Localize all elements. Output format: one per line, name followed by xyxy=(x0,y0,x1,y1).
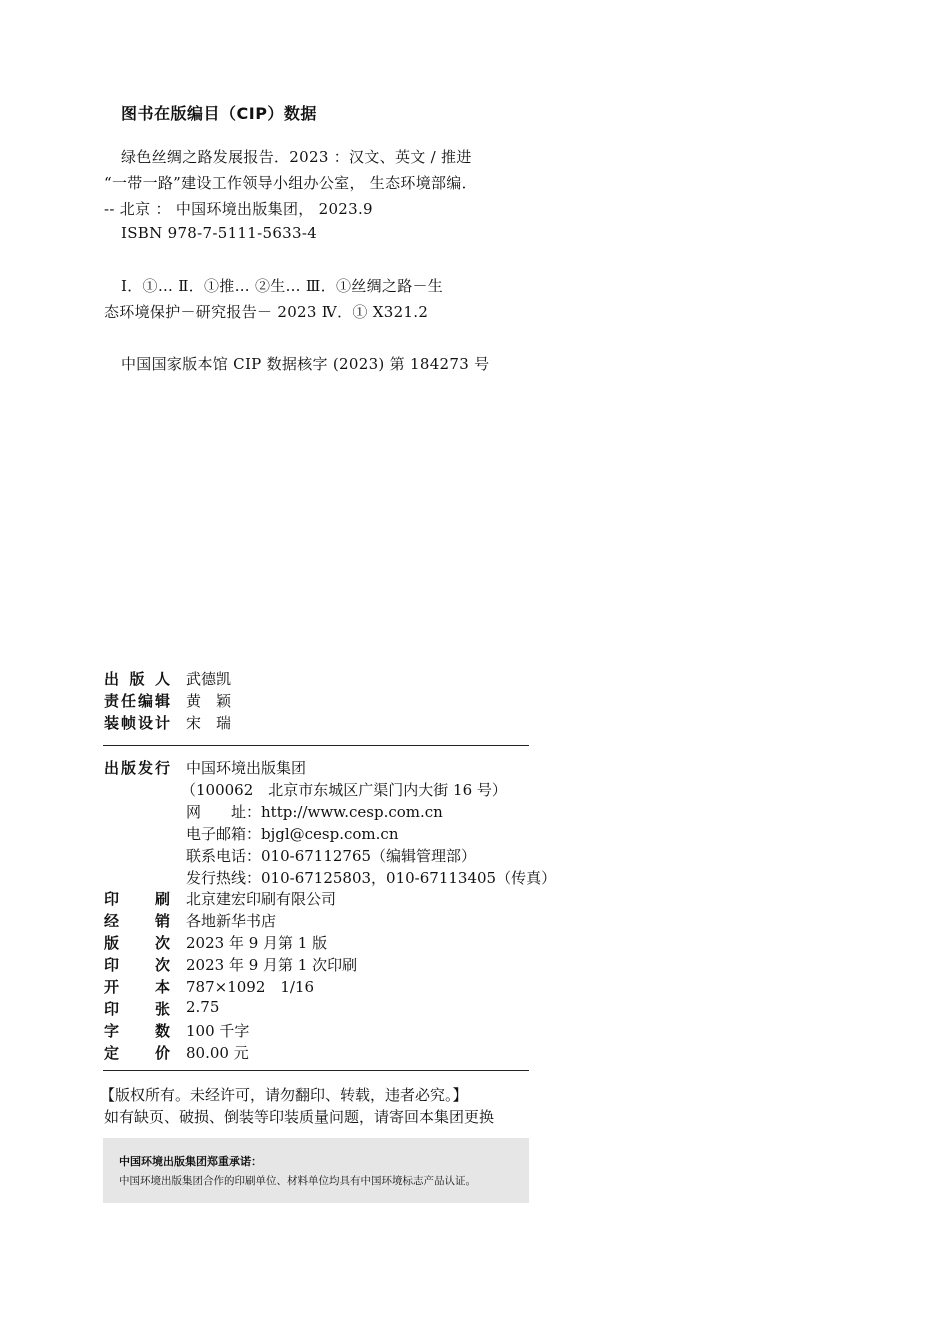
label-char: 开 xyxy=(104,978,120,996)
label-char: 印 xyxy=(104,956,120,974)
publisher-website: 网 址：http://www.cesp.com.cn xyxy=(186,803,443,821)
cip-line: -- 北京 ： 中国环境出版集团， 2023.9 xyxy=(104,200,373,218)
cip-line: 态环境保护－研究报告－ 2023 Ⅳ．① X321.2 xyxy=(104,303,429,321)
publisher-label xyxy=(104,757,170,778)
label-char: 人 xyxy=(154,670,170,688)
label-char: 任 xyxy=(120,692,136,710)
cip-record-number: 中国国家版本馆 CIP 数据核字 (2023) 第 184273 号 xyxy=(121,355,490,373)
divider-bottom xyxy=(103,1070,529,1071)
replacement-notice: 如有缺页、破损、倒装等印装质量问题，请寄回本集团更换 xyxy=(104,1108,495,1126)
detail-row xyxy=(104,976,315,998)
label-char: 责 xyxy=(104,692,120,710)
label-char: 印 xyxy=(104,1000,120,1018)
publisher-value: 中国环境出版集团 xyxy=(186,759,307,777)
staff-row xyxy=(104,712,232,734)
label-char: 设 xyxy=(137,714,153,732)
detail-value: 北京建宏印刷有限公司 xyxy=(186,890,337,908)
label-char: 版 xyxy=(120,759,136,777)
detail-label xyxy=(104,976,170,997)
staff-row xyxy=(104,668,232,690)
staff-row xyxy=(104,690,232,712)
detail-label xyxy=(104,1042,170,1063)
detail-row xyxy=(104,998,220,1020)
label-char: 次 xyxy=(154,956,170,974)
label-char: 经 xyxy=(104,912,120,930)
cip-line: 绿色丝绸之路发展报告．2023 ：汉文、英文 / 推进 xyxy=(121,148,472,166)
detail-value: 80.00 元 xyxy=(186,1044,249,1062)
staff-label xyxy=(104,668,170,689)
publisher-email: 电子邮箱：bjgl@cesp.com.cn xyxy=(186,825,399,843)
label-char: 帧 xyxy=(120,714,136,732)
label-char: 价 xyxy=(154,1044,170,1062)
label-char: 本 xyxy=(154,978,170,996)
cip-line: Ⅰ．①… Ⅱ．①推… ②生… Ⅲ．①丝绸之路－生 xyxy=(121,277,444,295)
label-char: 出 xyxy=(104,670,120,688)
detail-label xyxy=(104,932,170,953)
promise-title: 中国环境出版集团郑重承诺： xyxy=(119,1155,262,1168)
detail-label xyxy=(104,910,170,931)
staff-value: 黄 颖 xyxy=(186,692,232,710)
label-char: 出 xyxy=(104,759,120,777)
detail-label xyxy=(104,998,170,1019)
label-char: 行 xyxy=(154,759,170,777)
detail-value: 各地新华书店 xyxy=(186,912,277,930)
label-char: 装 xyxy=(104,714,120,732)
detail-row xyxy=(104,1042,249,1064)
staff-label xyxy=(104,712,170,733)
detail-row xyxy=(104,910,277,932)
label-char: 编 xyxy=(137,692,153,710)
detail-value: 100 千字 xyxy=(186,1022,250,1040)
promise-text: 中国环境出版集团合作的印刷单位、材料单位均具有中国环境标志产品认证。 xyxy=(119,1175,476,1187)
label-char: 次 xyxy=(154,934,170,952)
label-char: 数 xyxy=(154,1022,170,1040)
publisher-phone: 联系电话：010-67112765（编辑管理部） xyxy=(186,847,477,865)
detail-label xyxy=(104,954,170,975)
label-char: 版 xyxy=(129,670,145,688)
detail-row xyxy=(104,954,358,976)
detail-value: 2023 年 9 月第 1 次印刷 xyxy=(186,956,358,974)
detail-label xyxy=(104,1020,170,1041)
publisher-row xyxy=(104,757,307,779)
cip-title: 图书在版编目（CIP）数据 xyxy=(121,104,317,123)
label-char: 辑 xyxy=(154,692,170,710)
detail-row xyxy=(104,932,328,954)
cip-isbn: ISBN 978-7-5111-5633-4 xyxy=(121,224,318,242)
detail-label xyxy=(104,888,170,909)
label-char: 销 xyxy=(154,912,170,930)
publisher-hotline: 发行热线：010-67125803，010-67113405（传真） xyxy=(186,869,557,887)
copyright-notice: 【版权所有。未经许可，请勿翻印、转载，违者必究。】 xyxy=(100,1086,468,1104)
detail-value: 787×1092 1/16 xyxy=(186,978,315,996)
staff-label xyxy=(104,690,170,711)
divider-top xyxy=(103,745,529,746)
staff-value: 武德凯 xyxy=(186,670,232,688)
publisher-address: （100062 北京市东城区广渠门内大街 16 号） xyxy=(181,781,507,799)
label-char: 印 xyxy=(104,890,120,908)
label-char: 计 xyxy=(154,714,170,732)
cip-line: “一带一路”建设工作领导小组办公室， 生态环境部编． xyxy=(104,174,477,192)
label-char: 发 xyxy=(137,759,153,777)
label-char: 定 xyxy=(104,1044,120,1062)
promise-box xyxy=(103,1138,529,1203)
label-char: 字 xyxy=(104,1022,120,1040)
detail-row xyxy=(104,1020,250,1042)
staff-value: 宋 瑞 xyxy=(186,714,232,732)
detail-value: 2023 年 9 月第 1 版 xyxy=(186,934,328,952)
label-char: 版 xyxy=(104,934,120,952)
label-char: 张 xyxy=(154,1000,170,1018)
detail-row xyxy=(104,888,337,910)
label-char: 刷 xyxy=(154,890,170,908)
detail-value: 2.75 xyxy=(186,998,220,1016)
